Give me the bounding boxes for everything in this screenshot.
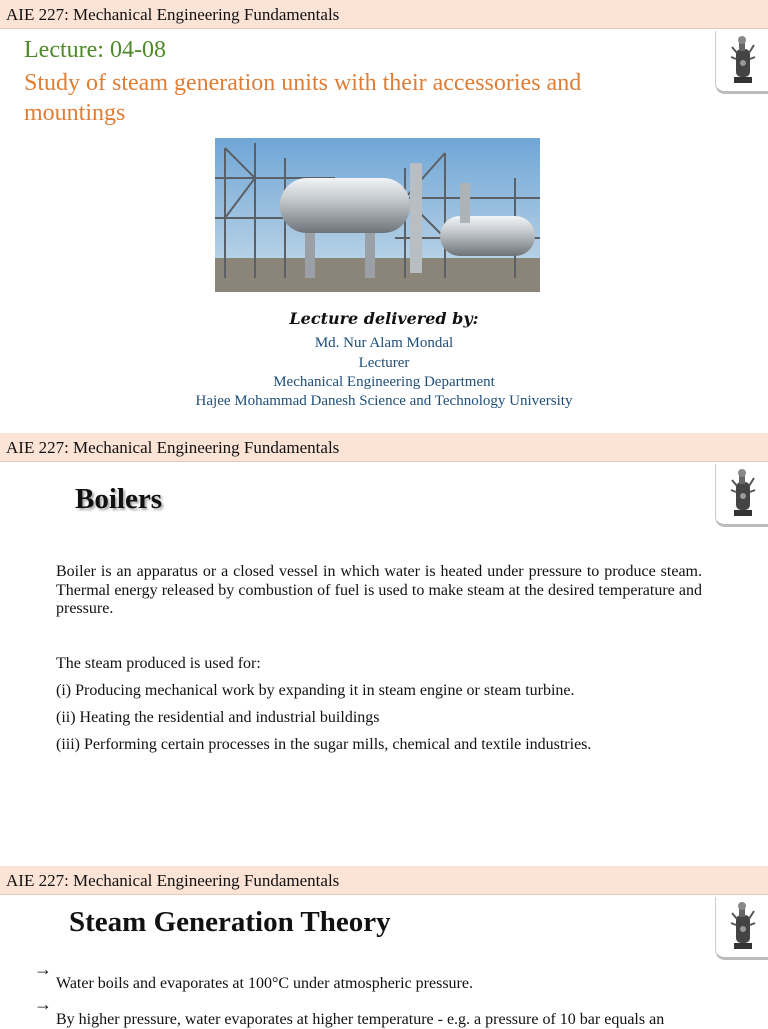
course-header: AIE 227: Mechanical Engineering Fundamentals (0, 433, 768, 462)
arrow-bullet-icon: → (34, 994, 52, 1014)
slide-title (0, 0, 768, 433)
boiler-icon (728, 468, 758, 520)
use-item: (iii) Performing certain processes in the sugar mills, chemical and textile industries. (56, 736, 592, 753)
lecturer-role: Lecturer (358, 355, 410, 371)
bullet-item: Water boils and evaporates at 100°C under atmospheric pressure. (56, 975, 473, 992)
uses-intro: The steam produced is used for: (56, 655, 261, 672)
boiler-logo (715, 31, 768, 94)
delivered-by-label: Lecture delivered by: (289, 309, 479, 328)
course-header: AIE 227: Mechanical Engineering Fundamentals (0, 866, 768, 895)
slide-boilers (0, 433, 768, 866)
boiler-logo (715, 897, 768, 960)
department: Mechanical Engineering Department (273, 374, 495, 390)
bullet-item: By higher pressure, water evaporates at higher temperature - e.g. a pressure of 10 bar equals an (56, 1011, 665, 1028)
lecture-number: Lecture: 04-08 (24, 37, 166, 63)
use-item: (i) Producing mechanical work by expanding it in steam engine or steam turbine. (56, 682, 575, 699)
steam-plant-photo (215, 138, 540, 292)
arrow-bullet-icon: → (34, 959, 52, 979)
slide-title: Boilers (75, 483, 162, 515)
boiler-logo (715, 464, 768, 527)
boiler-definition: Boiler is an apparatus or a closed vessel in which water is heated under pressure to produce steam. Thermal energy released by combustion of fuel is used to make steam at the desired temperature and pressure. (56, 563, 702, 617)
slide-title: Steam Generation Theory (69, 906, 391, 938)
lecturer-name: Md. Nur Alam Mondal (314, 335, 454, 351)
use-item: (ii) Heating the residential and industrial buildings (56, 709, 380, 726)
boiler-icon (728, 901, 758, 953)
boiler-icon (728, 35, 758, 87)
slide-steam-theory (0, 866, 768, 1028)
university: Hajee Mohammad Danesh Science and Technology University (195, 393, 573, 409)
lecture-subtitle: Study of steam generation units with their accessories and mountings (24, 70, 582, 126)
course-header: AIE 227: Mechanical Engineering Fundamentals (0, 0, 768, 29)
